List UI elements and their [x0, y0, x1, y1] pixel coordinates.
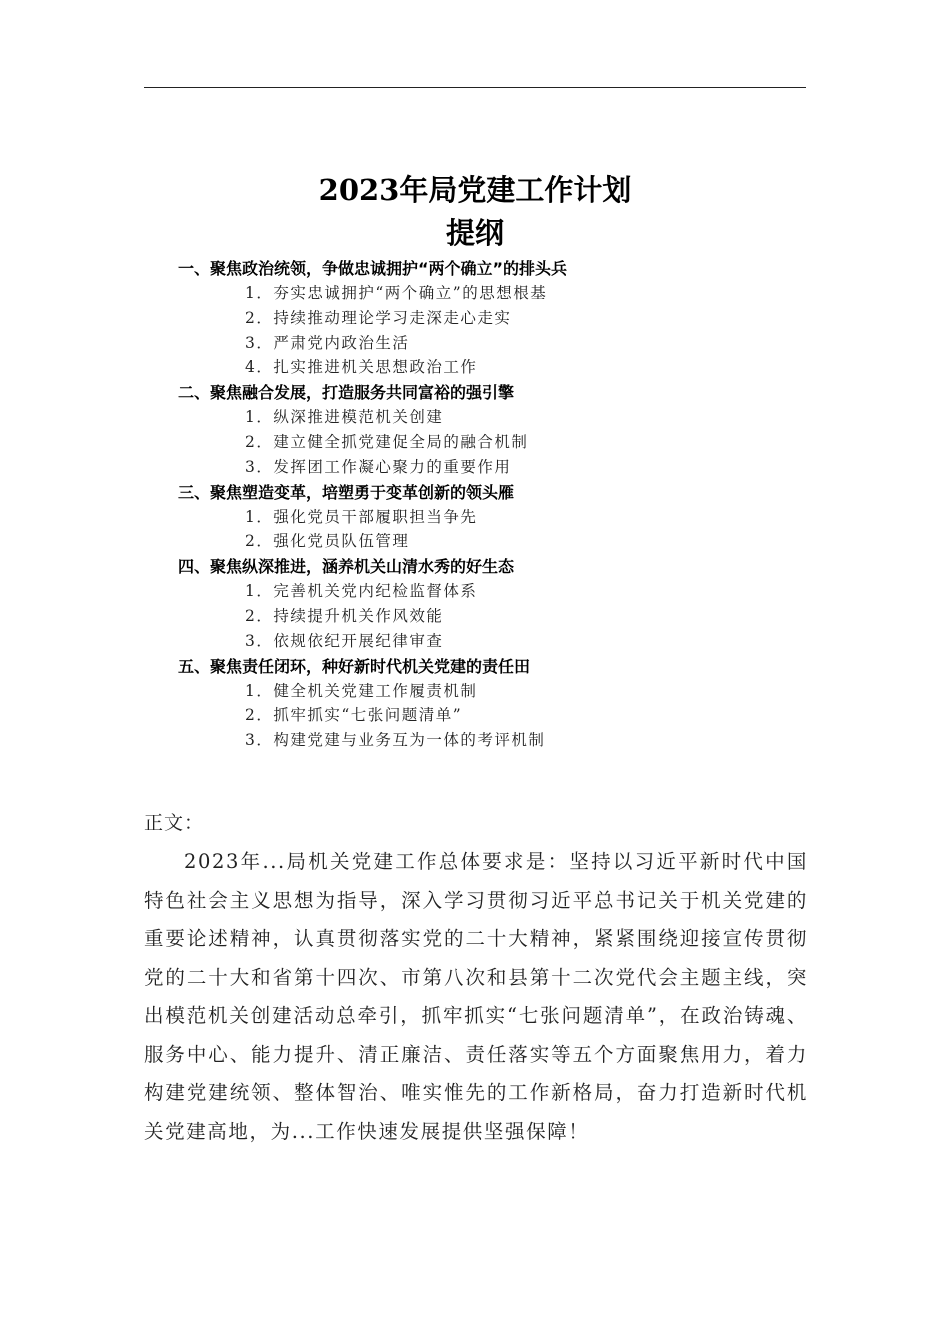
document-title: 2023年局党建工作计划	[318, 173, 632, 207]
section-item: 2．持续推动理论学习走深走心走实	[245, 308, 512, 327]
section-heading: 四、聚焦纵深推进，涵养机关山清水秀的好生态	[178, 557, 515, 577]
outline-list	[0, 256, 950, 753]
header-rule	[144, 87, 806, 88]
body-label: 正文：	[144, 812, 205, 834]
section-item: 1．夯实忠诚拥护“两个确立”的思想根基	[245, 284, 548, 302]
outline-section	[0, 554, 950, 653]
section-item: 3．依规依纪开展纪律审查	[245, 631, 444, 650]
section-item: 1．健全机关党建工作履责机制	[245, 681, 478, 700]
section-heading: 三、聚焦塑造变革，培塑勇于变革创新的领头雁	[178, 482, 515, 502]
section-item: 2．建立健全抓党建促全局的融合机制	[245, 432, 529, 451]
section-item: 1．完善机关党内纪检监督体系	[245, 582, 478, 601]
section-heading: 五、聚焦责任闭环，种好新时代机关党建的责任田	[178, 656, 531, 676]
section-item: 3．发挥团工作凝心聚力的重要作用	[245, 457, 512, 476]
outline-section	[0, 380, 950, 479]
outline-section	[0, 480, 950, 555]
section-item: 2．抓牢抓实“七张问题清单”	[245, 706, 463, 725]
section-heading: 一、聚焦政治统领，争做忠诚拥护“两个确立”的排头兵	[178, 259, 568, 278]
section-item: 1．纵深推进模范机关创建	[245, 408, 444, 427]
outline-section	[0, 654, 950, 753]
section-item: 3．严肃党内政治生活	[245, 333, 410, 352]
body-paragraph: 2023年...局机关党建工作总体要求是：坚持以习近平新时代中国特色社会主义思想为指导，深入学习贯彻习近平总书记关于机关党建的重要论述精神，认真贯彻落实党的二十大精神，紧紧围绕迎接宣传贯彻党的二十大和省第十四次、市第八次和县第十二次党代会主题主线，突出模范机关创建活动总牵引，抓牢抓实“七张问题清单”，在政治铸魂、服务中心、能力提升、清正廉洁、责任落实等五个方面聚焦用力，着力构建党建统领、整体智治、唯实惟先的工作新格局，奋力打造新时代机关党建高地，为...工作快速发展提供坚强保障！	[144, 850, 808, 1143]
outline-section	[0, 256, 950, 380]
section-heading: 二、聚焦融合发展，打造服务共同富裕的强引擎	[178, 383, 515, 403]
document-subtitle: 提纲	[445, 216, 504, 250]
section-item: 2．强化党员队伍管理	[245, 532, 410, 551]
section-item: 3．构建党建与业务互为一体的考评机制	[245, 731, 546, 750]
section-item: 4．扎实推进机关思想政治工作	[245, 358, 478, 377]
section-item: 1．强化党员干部履职担当争先	[245, 507, 478, 526]
section-item: 2．持续提升机关作风效能	[245, 606, 444, 625]
